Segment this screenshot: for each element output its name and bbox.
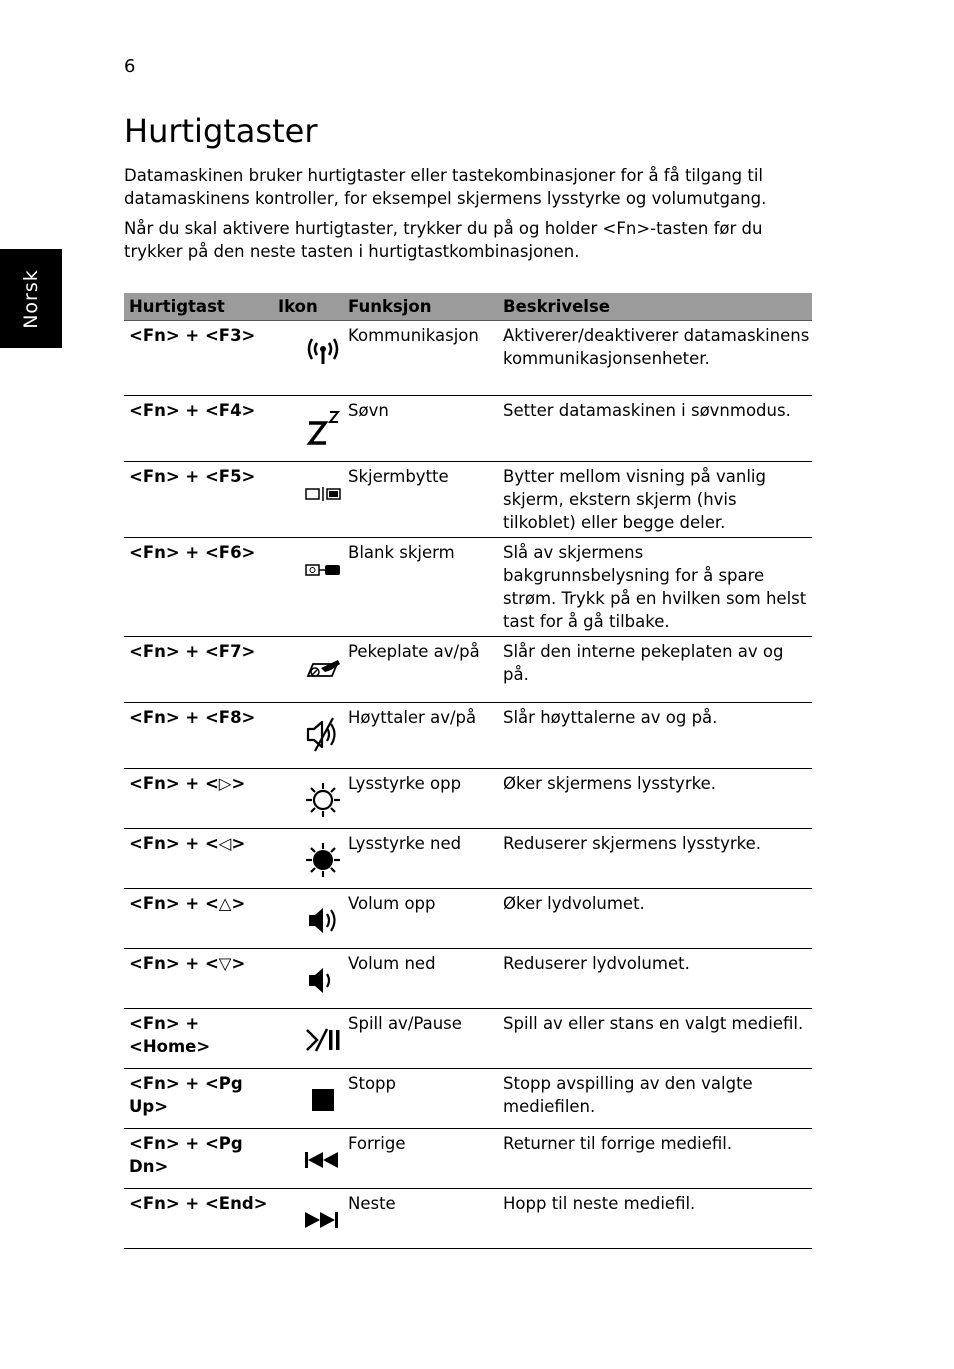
function-cell: Søvn [343,396,498,462]
intro-paragraph: Datamaskinen bruker hurtigtaster eller tastekombinasjoner for å få tilgang til datamaskinens kontroller, for eksempel skjermens lysstyrke og volumutgang. [124,166,767,208]
brightness-down-icon [303,840,343,880]
table-row [124,769,812,829]
table-row [124,1009,812,1069]
function-cell: Forrige [343,1129,498,1189]
function-cell: Neste [343,1189,498,1249]
previous-track-icon [303,1140,343,1180]
description-cell: Slår den interne pekeplaten av og på. [498,637,812,703]
table-row [124,949,812,1009]
description-cell: Stopp avspilling av den valgte mediefilen. [498,1069,812,1129]
next-track-icon [303,1200,343,1240]
description-cell: Returner til forrige mediefil. [498,1129,812,1189]
icon-cell [273,1189,343,1249]
table-row [124,889,812,949]
page-number: 6 [124,56,136,77]
icon-cell [273,889,343,949]
header-hotkey: Hurtigtast [124,293,273,321]
function-cell: Pekeplate av/på [343,637,498,703]
hotkey-cell: <Fn> + <▷> [124,769,273,829]
icon-cell [273,396,343,462]
function-cell: Lysstyrke opp [343,769,498,829]
table-row [124,1129,812,1189]
volume-up-icon [303,900,343,940]
description-cell: Aktiverer/deaktiverer datamaskinens kommunikasjonsenheter. [498,321,812,396]
hotkey-cell: <Fn> + <▽> [124,949,273,1009]
table-row [124,703,812,769]
table-row [124,1189,812,1249]
icon-cell [273,1129,343,1189]
volume-down-icon [303,960,343,1000]
hotkey-cell: <Fn> + <End> [124,1189,273,1249]
icon-cell [273,1069,343,1129]
function-cell: Volum ned [343,949,498,1009]
sleep-icon [303,407,343,447]
description-cell: Setter datamaskinen i søvnmodus. [498,396,812,462]
description-cell: Reduserer skjermens lysstyrke. [498,829,812,889]
hotkey-cell: <Fn> + <◁> [124,829,273,889]
table-row [124,829,812,889]
table-row [124,396,812,462]
side-tab-label: Norsk [20,268,42,329]
hotkey-cell: <Fn> + <F6> [124,538,273,637]
icon-cell [273,538,343,637]
hotkey-cell: <Fn> + <F3> [124,321,273,396]
icon-cell [273,637,343,703]
icon-cell [273,769,343,829]
icon-cell [273,462,343,538]
stop-icon [303,1080,343,1120]
table-row [124,538,812,637]
table-row [124,637,812,703]
table-row [124,321,812,396]
icon-cell [273,829,343,889]
description-cell: Bytter mellom visning på vanlig skjerm, ekstern skjerm (hvis tilkoblet) eller begge deler. [498,462,812,538]
description-cell: Reduserer lydvolumet. [498,949,812,1009]
description-cell: Slå av skjermens bakgrunnsbelysning for å spare strøm. Trykk på en hvilken som helst tast for å gå tilbake. [498,538,812,637]
hotkey-cell: <Fn> + <△> [124,889,273,949]
icon-cell [273,1009,343,1069]
hotkey-cell: <Fn> + <F7> [124,637,273,703]
screen-blank-icon [303,549,343,589]
intro-text [124,164,814,270]
description-cell: Øker lydvolumet. [498,889,812,949]
hotkey-cell: <Fn> + <Pg Up> [124,1069,273,1129]
table-row [124,1069,812,1129]
wireless-icon [303,332,343,372]
table-row [124,462,812,538]
description-cell: Øker skjermens lysstyrke. [498,769,812,829]
language-side-tab [0,249,62,348]
brightness-up-icon [303,780,343,820]
hotkey-cell: <Fn> + <F4> [124,396,273,462]
function-cell: Blank skjerm [343,538,498,637]
description-cell: Spill av eller stans en valgt mediefil. [498,1009,812,1069]
hotkey-table [124,293,812,1249]
function-cell: Volum opp [343,889,498,949]
function-cell: Stopp [343,1069,498,1129]
hotkey-cell: <Fn> + <F5> [124,462,273,538]
intro-paragraph: Når du skal aktivere hurtigtaster, trykker du på og holder <Fn>-tasten før du trykker på den neste tasten i hurtigtastkombinasjonen. [124,219,763,261]
header-icon: Ikon [273,293,343,321]
play-pause-icon [303,1020,343,1060]
hotkey-cell: <Fn> + <Home> [124,1009,273,1069]
page-title: Hurtigtaster [124,112,318,150]
hotkey-cell: <Fn> + <F8> [124,703,273,769]
function-cell: Skjermbytte [343,462,498,538]
description-cell: Hopp til neste mediefil. [498,1189,812,1249]
function-cell: Spill av/Pause [343,1009,498,1069]
function-cell: Høyttaler av/på [343,703,498,769]
header-function: Funksjon [343,293,498,321]
function-cell: Lysstyrke ned [343,829,498,889]
touchpad-toggle-icon [303,648,343,688]
display-toggle-icon [303,473,343,513]
header-description: Beskrivelse [498,293,812,321]
icon-cell [273,321,343,396]
function-cell: Kommunikasjon [343,321,498,396]
table-header-row [124,293,812,321]
icon-cell [273,949,343,1009]
description-cell: Slår høyttalerne av og på. [498,703,812,769]
hotkey-cell: <Fn> + <Pg Dn> [124,1129,273,1189]
icon-cell [273,703,343,769]
speaker-mute-icon [303,714,343,754]
